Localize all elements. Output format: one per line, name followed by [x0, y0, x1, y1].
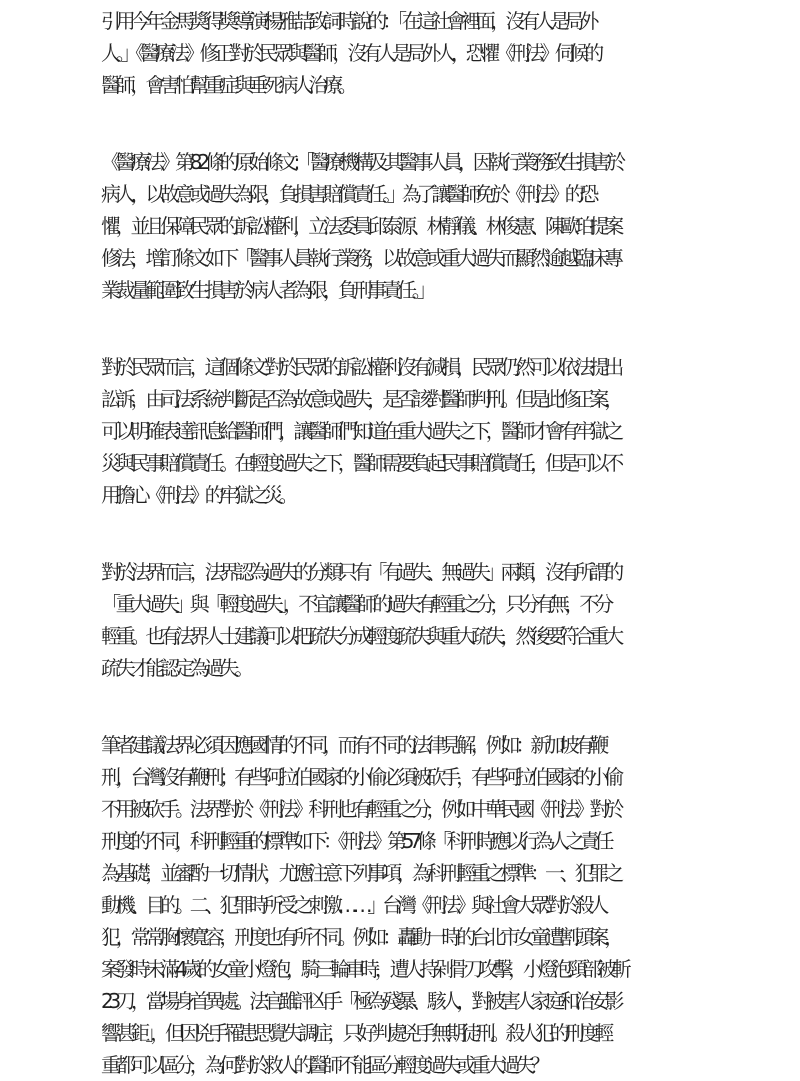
text-line: 修法，增訂條文如下「醫事人員執行業務，以故意或重大過失而顯然逾越臨床專 — [101, 246, 619, 270]
paragraph-5 — [0, 729, 800, 1081]
paragraph-1 — [0, 5, 800, 101]
text-line: 訟訴，由司法系統判斷是否為故意或過失，是否該對醫師判刑。但是此修正案， — [101, 387, 619, 411]
text-line: 不用被砍手。法界對於《刑法》科刑也有輕重之分，例如中華民國《刑法》對於 — [101, 797, 619, 821]
text-line: 「重大過失」與「輕度過失」，不宜讓醫師的過失有輕重之分，只分有無，不分 — [101, 592, 609, 616]
text-line: 醫師，會害怕幫重症與垂死病人治療。 — [101, 73, 353, 97]
text-line: 疏失才能認定為過失。 — [101, 656, 249, 680]
text-line: 業裁量範圍致生損害於病人者為限，負刑事責任。」 — [101, 278, 432, 302]
text-line: 響甚鉅」，但因兇手罹患思覺失調症，只好判處兇手無期徒刑。殺人犯的刑度輕 — [101, 1021, 609, 1045]
text-line: 用擔心《刑法》的牢獄之災。 — [101, 483, 294, 507]
text-line: 刑度的不同，科刑輕重的標準如下：《刑法》第57條「科刑時應以行為人之責任 — [101, 829, 610, 853]
text-line: 《醫療法》第82條的原始條文:「醫療機構及其醫事人員，因執行業務致生損害於 — [101, 150, 621, 174]
paragraph-3 — [0, 351, 800, 511]
text-line: 人。」《醫療法》修正對於民眾與醫師，沒有人是局外人，恐懼《刑法》伺候的 — [101, 41, 599, 65]
text-line: 災與民事賠償責任。在輕度過失之下，醫師需要負起民事賠償責任，但是可以不 — [101, 451, 619, 475]
text-line: 輕重。也有法界人士建議可以把疏失分成輕度疏失與重大疏失，然後要符合重大 — [101, 624, 619, 648]
paragraph-gap — [0, 101, 800, 146]
text-line: 引用今年金馬獎得獎導演楊雅喆致詞時說的：「在這社會裡面，沒有人是局外 — [101, 9, 595, 33]
text-line: 可以明確表達訊息給醫師們，讓醫師們知道在重大過失之下，醫師才會有牢獄之 — [101, 419, 619, 443]
text-line: 23刀，當場身首異處。法官雖評凶手「極為殘暴、駭人，對被害人家庭和治安影 — [101, 989, 620, 1013]
paragraph-gap — [0, 684, 800, 729]
text-line: 重都可以區分，為何對於救人的醫師不能區分輕度過失或重大過失？ — [101, 1053, 545, 1077]
paragraph-gap — [0, 306, 800, 351]
text-line: 對於民眾而言，這個條文對於民眾的訴訟權利沒有減損，民眾仍然可以依法提出 — [101, 355, 619, 379]
text-line: 犯，常常胸懷寬容，刑度也有所不同。例如：轟動一時的台北市女童遭割頭案， — [101, 925, 619, 949]
text-line: 懼，並且保障民眾的訴訟權利，立法委員邱泰源、林靜儀、林俊憲、陳歐珀提案 — [101, 214, 619, 238]
text-line: 為基礎，並審酌一切情狀，尤應注意下列事項，為科刑輕重之標準：一、犯罪之 — [101, 861, 619, 885]
text-line: 動機、目的。二、犯罪時所受之刺激……」台灣《刑法》與社會大眾對於殺人 — [101, 893, 605, 917]
paragraph-2 — [0, 146, 800, 306]
text-line: 刑，台灣沒有鞭刑；有些阿拉伯國家的小偷必須被砍手，有些阿拉伯國家的小偷 — [101, 765, 619, 789]
text-line: 對於法界而言，法界認為過失的分類只有「有過失、無過失」兩類，沒有所謂的 — [101, 560, 619, 584]
text-line: 案發時未滿4歲的女童小燈泡，騎三輪車時，遭人持剁骨刀攻擊，小燈泡頸部被斬 — [101, 957, 627, 981]
text-line: 筆者建議法界必須因應國情的不同，而有不同的法律見解，例如：新加坡有鞭 — [101, 733, 605, 757]
paragraph-gap — [0, 511, 800, 556]
text-line: 病人，以故意或過失為限，負損害賠償責任。」為了讓醫師免於《刑法》的恐 — [101, 182, 595, 206]
paragraph-4 — [0, 556, 800, 684]
